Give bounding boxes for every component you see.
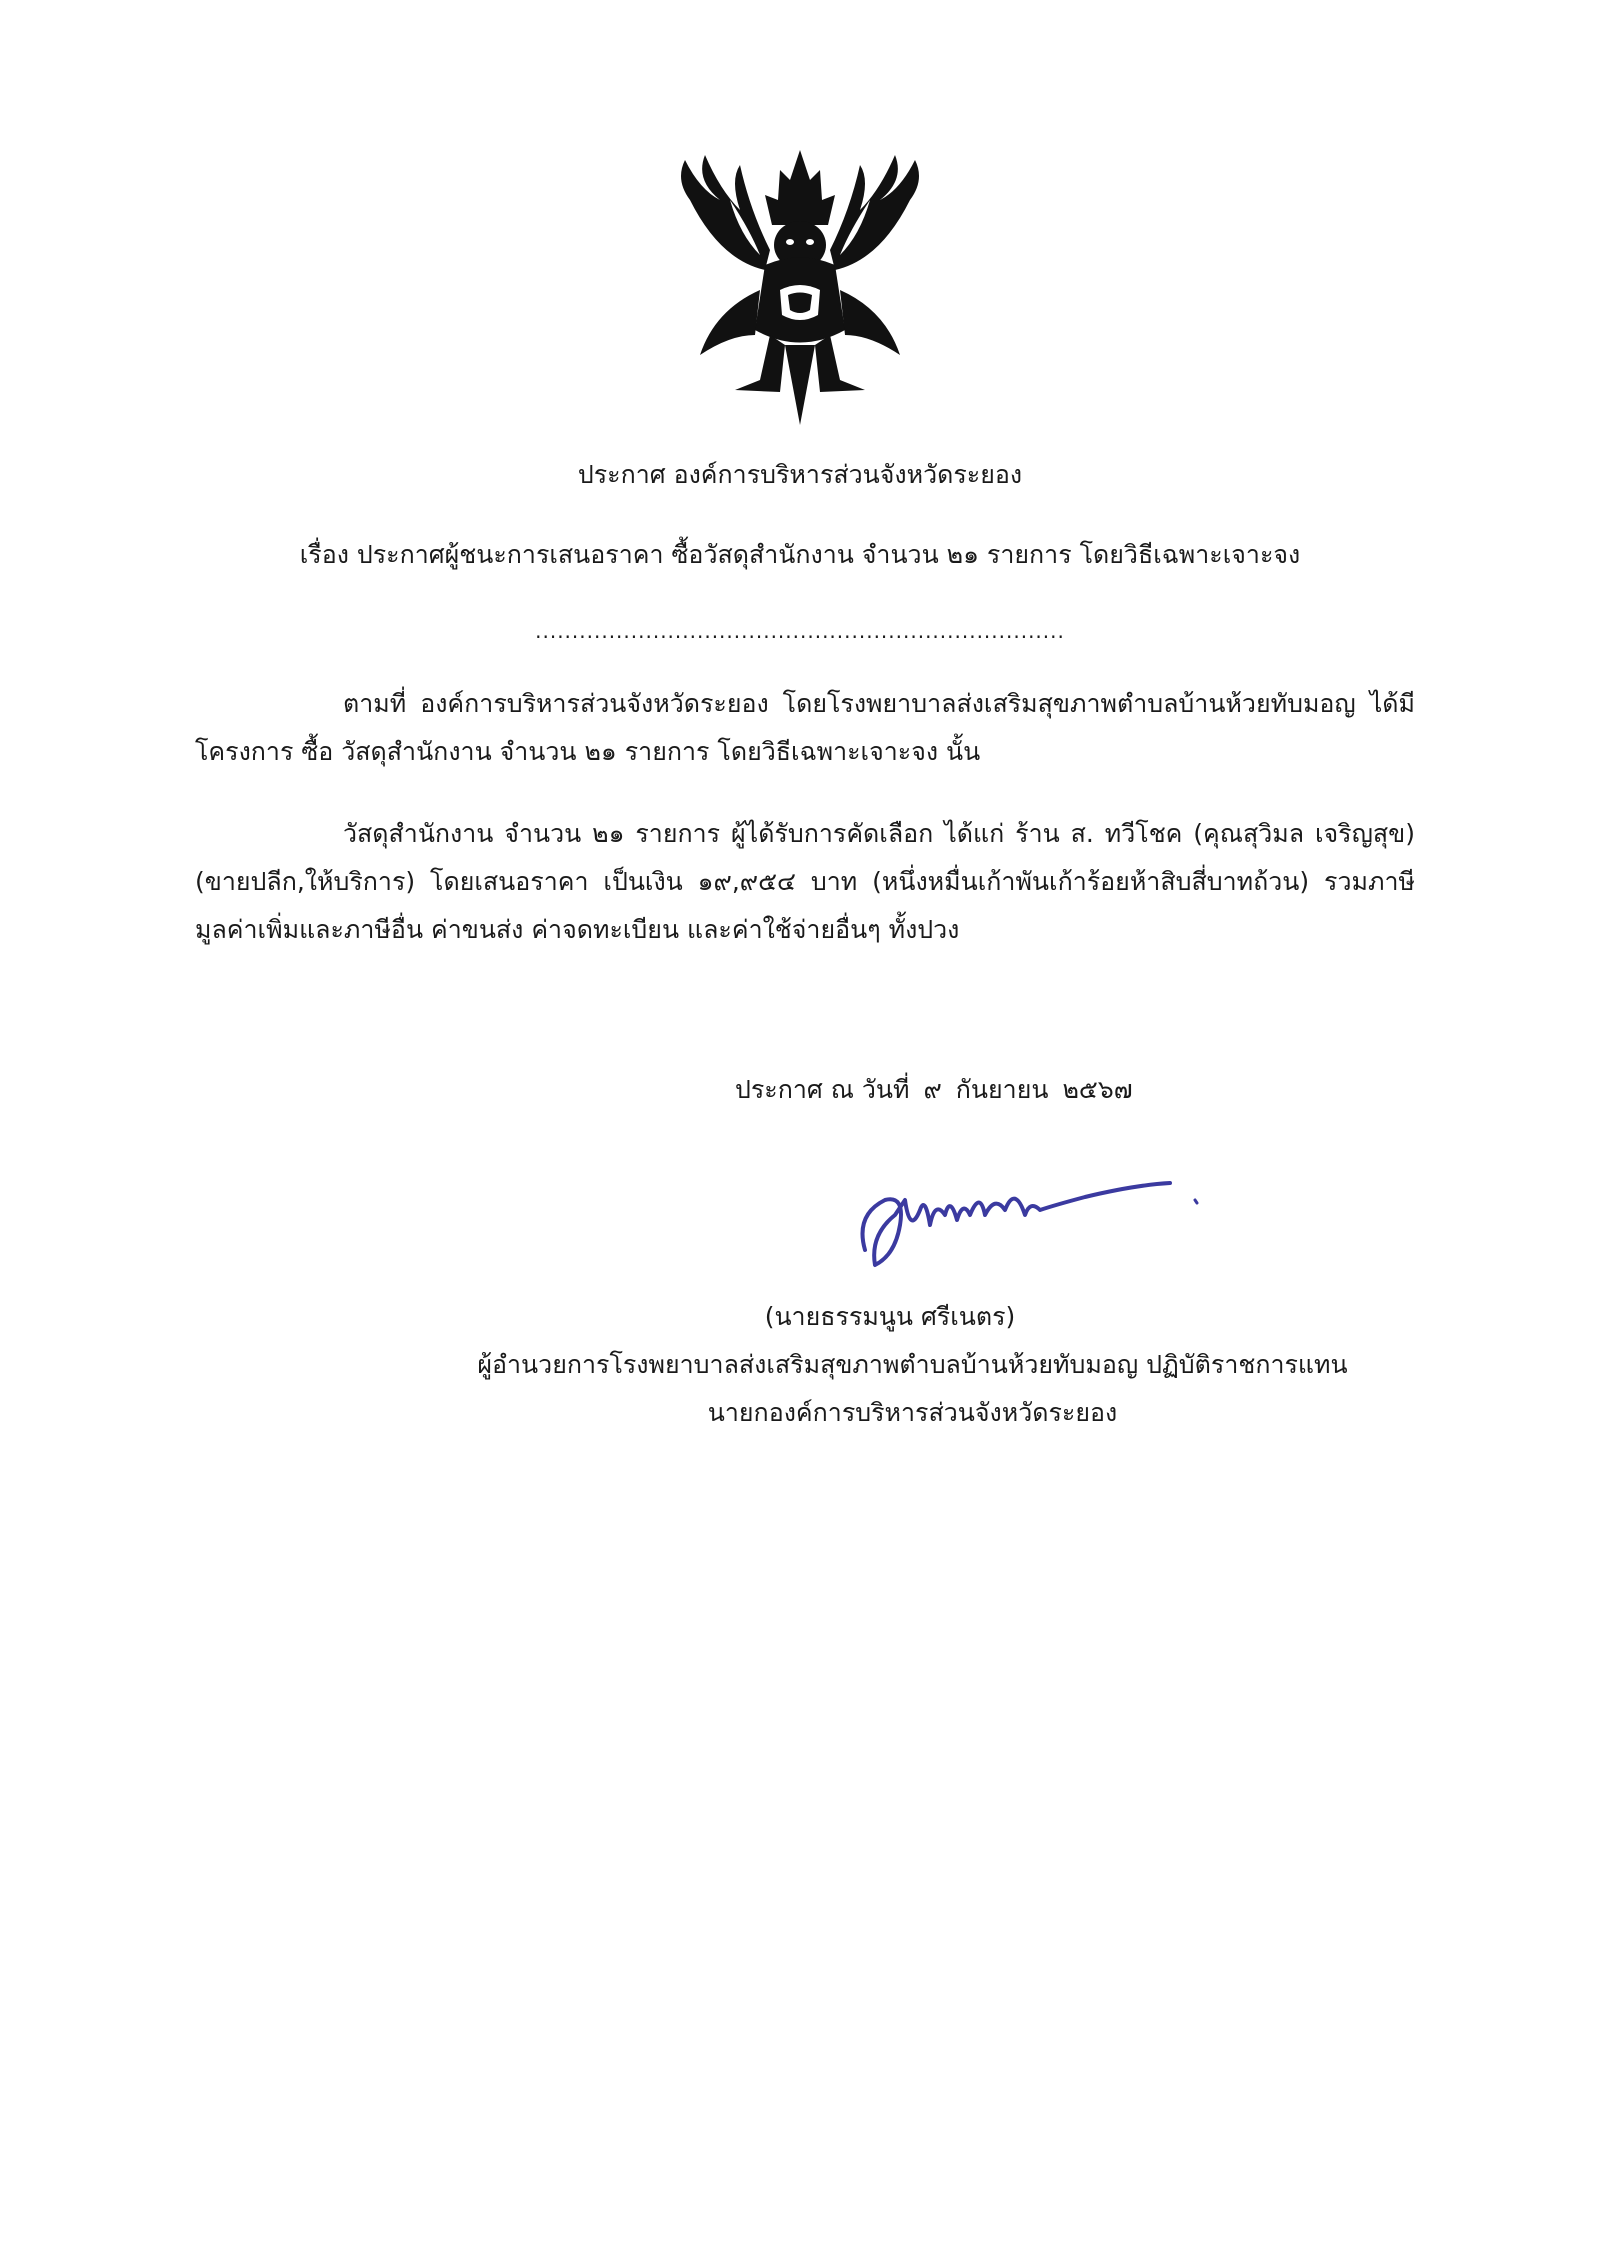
body-paragraph-1-text: ตามที่ องค์การบริหารส่วนจังหวัดระยอง โดยโรงพยาบาลส่งเสริมสุขภาพตำบลบ้านห้วยทับมอญ ได้มีโครงการ ซื้อ วัสดุสำนักงาน จำนวน ๒๑ รายการ โดยวิธีเฉพาะเจาะจง นั้น bbox=[195, 689, 1415, 766]
signatory-position-line1: ผู้อำนวยการโรงพยาบาลส่งเสริมสุขภาพตำบลบ้านห้วยทับมอญ ปฏิบัติราชการแทน bbox=[477, 1350, 1348, 1379]
date-prefix: ประกาศ ณ วันที่ bbox=[735, 1075, 910, 1104]
body-paragraph-2 bbox=[195, 810, 1415, 954]
announcement-subject: เรื่อง ประกาศผู้ชนะการเสนอราคา ซื้อวัสดุสำนักงาน จำนวน ๒๑ รายการ โดยวิธีเฉพาะเจาะจง bbox=[299, 540, 1301, 569]
garuda-emblem-icon bbox=[660, 140, 940, 425]
announcement-title: ประกาศ องค์การบริหารส่วนจังหวัดระยอง bbox=[577, 460, 1023, 489]
date-year: ๒๕๖๗ bbox=[1062, 1075, 1133, 1104]
body-paragraph-2-text: วัสดุสำนักงาน จำนวน ๒๑ รายการ ผู้ได้รับการคัดเลือก ได้แก่ ร้าน ส. ทวีโชค (คุณสุวิมล เจริญสุข) (ขายปลีก,ให้บริการ) โดยเสนอราคา เป็นเงิน ๑๙,๙๕๔ บาท (หนึ่งหมื่นเก้าพันเก้าร้อยห้าสิบสี่บาทถ้วน) รวมภาษีมูลค่าเพิ่มและภาษีอื่น ค่าขนส่ง ค่าจดทะเบียน และค่าใช้จ่ายอื่นๆ ทั้งปวง bbox=[195, 819, 1415, 944]
date-day: ๙ bbox=[923, 1075, 942, 1104]
announcement-date bbox=[735, 1073, 1133, 1107]
body-paragraph-1 bbox=[195, 680, 1415, 776]
separator-line: ........................................................................ bbox=[535, 619, 1065, 643]
signatory-name: (นายธรรมนูน ศรีเนตร) bbox=[764, 1302, 1016, 1331]
signatory-position-line2: นายกองค์การบริหารส่วนจังหวัดระยอง bbox=[707, 1398, 1118, 1427]
handwritten-signature bbox=[845, 1155, 1205, 1285]
date-month: กันยายน bbox=[955, 1075, 1049, 1104]
